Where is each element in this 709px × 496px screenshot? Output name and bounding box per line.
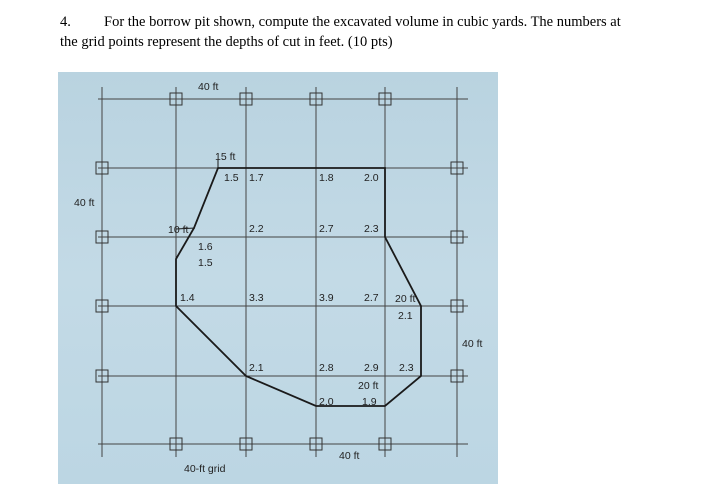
question-text-1: For the borrow pit shown, compute the excavated volume in cubic yards. The numbers at [104,14,621,30]
dim-label-right: 40 ft [462,338,483,350]
dim-label-left: 40 ft [74,197,95,209]
depth-value: 2.1 [249,362,264,374]
depth-value: 3.9 [319,292,334,304]
depth-value: 1.8 [319,172,334,184]
depth-value: 2.3 [364,223,379,235]
depth-value: 2.3 [399,362,414,374]
offset-label-20ft-right: 20 ft [395,293,416,305]
stake-markers [96,93,463,450]
depth-value: 1.6 [198,241,213,253]
depth-value: 1.7 [249,172,264,184]
pit-boundary [176,168,421,406]
dim-label-bottom: 40 ft [339,450,360,462]
depth-value: 2.1 [398,310,413,322]
depth-value: 2.0 [364,172,379,184]
offset-label-10ft: 10 ft [168,224,189,236]
depth-value: 3.3 [249,292,264,304]
depth-value: 2.7 [364,292,379,304]
depth-value: 2.2 [249,223,264,235]
borrow-pit-diagram [58,72,498,484]
depth-value: 2.0 [319,396,334,408]
depth-value: 2.7 [319,223,334,235]
depth-value: 2.9 [364,362,379,374]
question-line-1 [60,14,621,31]
depth-value: 1.9 [362,396,377,408]
offset-label-20ft-bottom: 20 ft [358,380,379,392]
grid-caption: 40-ft grid [184,463,226,475]
offset-label-15ft: 15 ft [215,151,236,163]
depth-value: 2.8 [319,362,334,374]
borrow-pit-figure [58,72,498,484]
question-text-2: the grid points represent the depths of cut in feet. (10 pts) [60,34,393,50]
grid-lines [98,87,468,457]
dim-label-top: 40 ft [198,81,219,93]
question-number: 4. [60,14,71,30]
depth-value: 1.4 [180,292,195,304]
depth-value: 1.5 [198,257,213,269]
depth-value: 1.5 [224,172,239,184]
